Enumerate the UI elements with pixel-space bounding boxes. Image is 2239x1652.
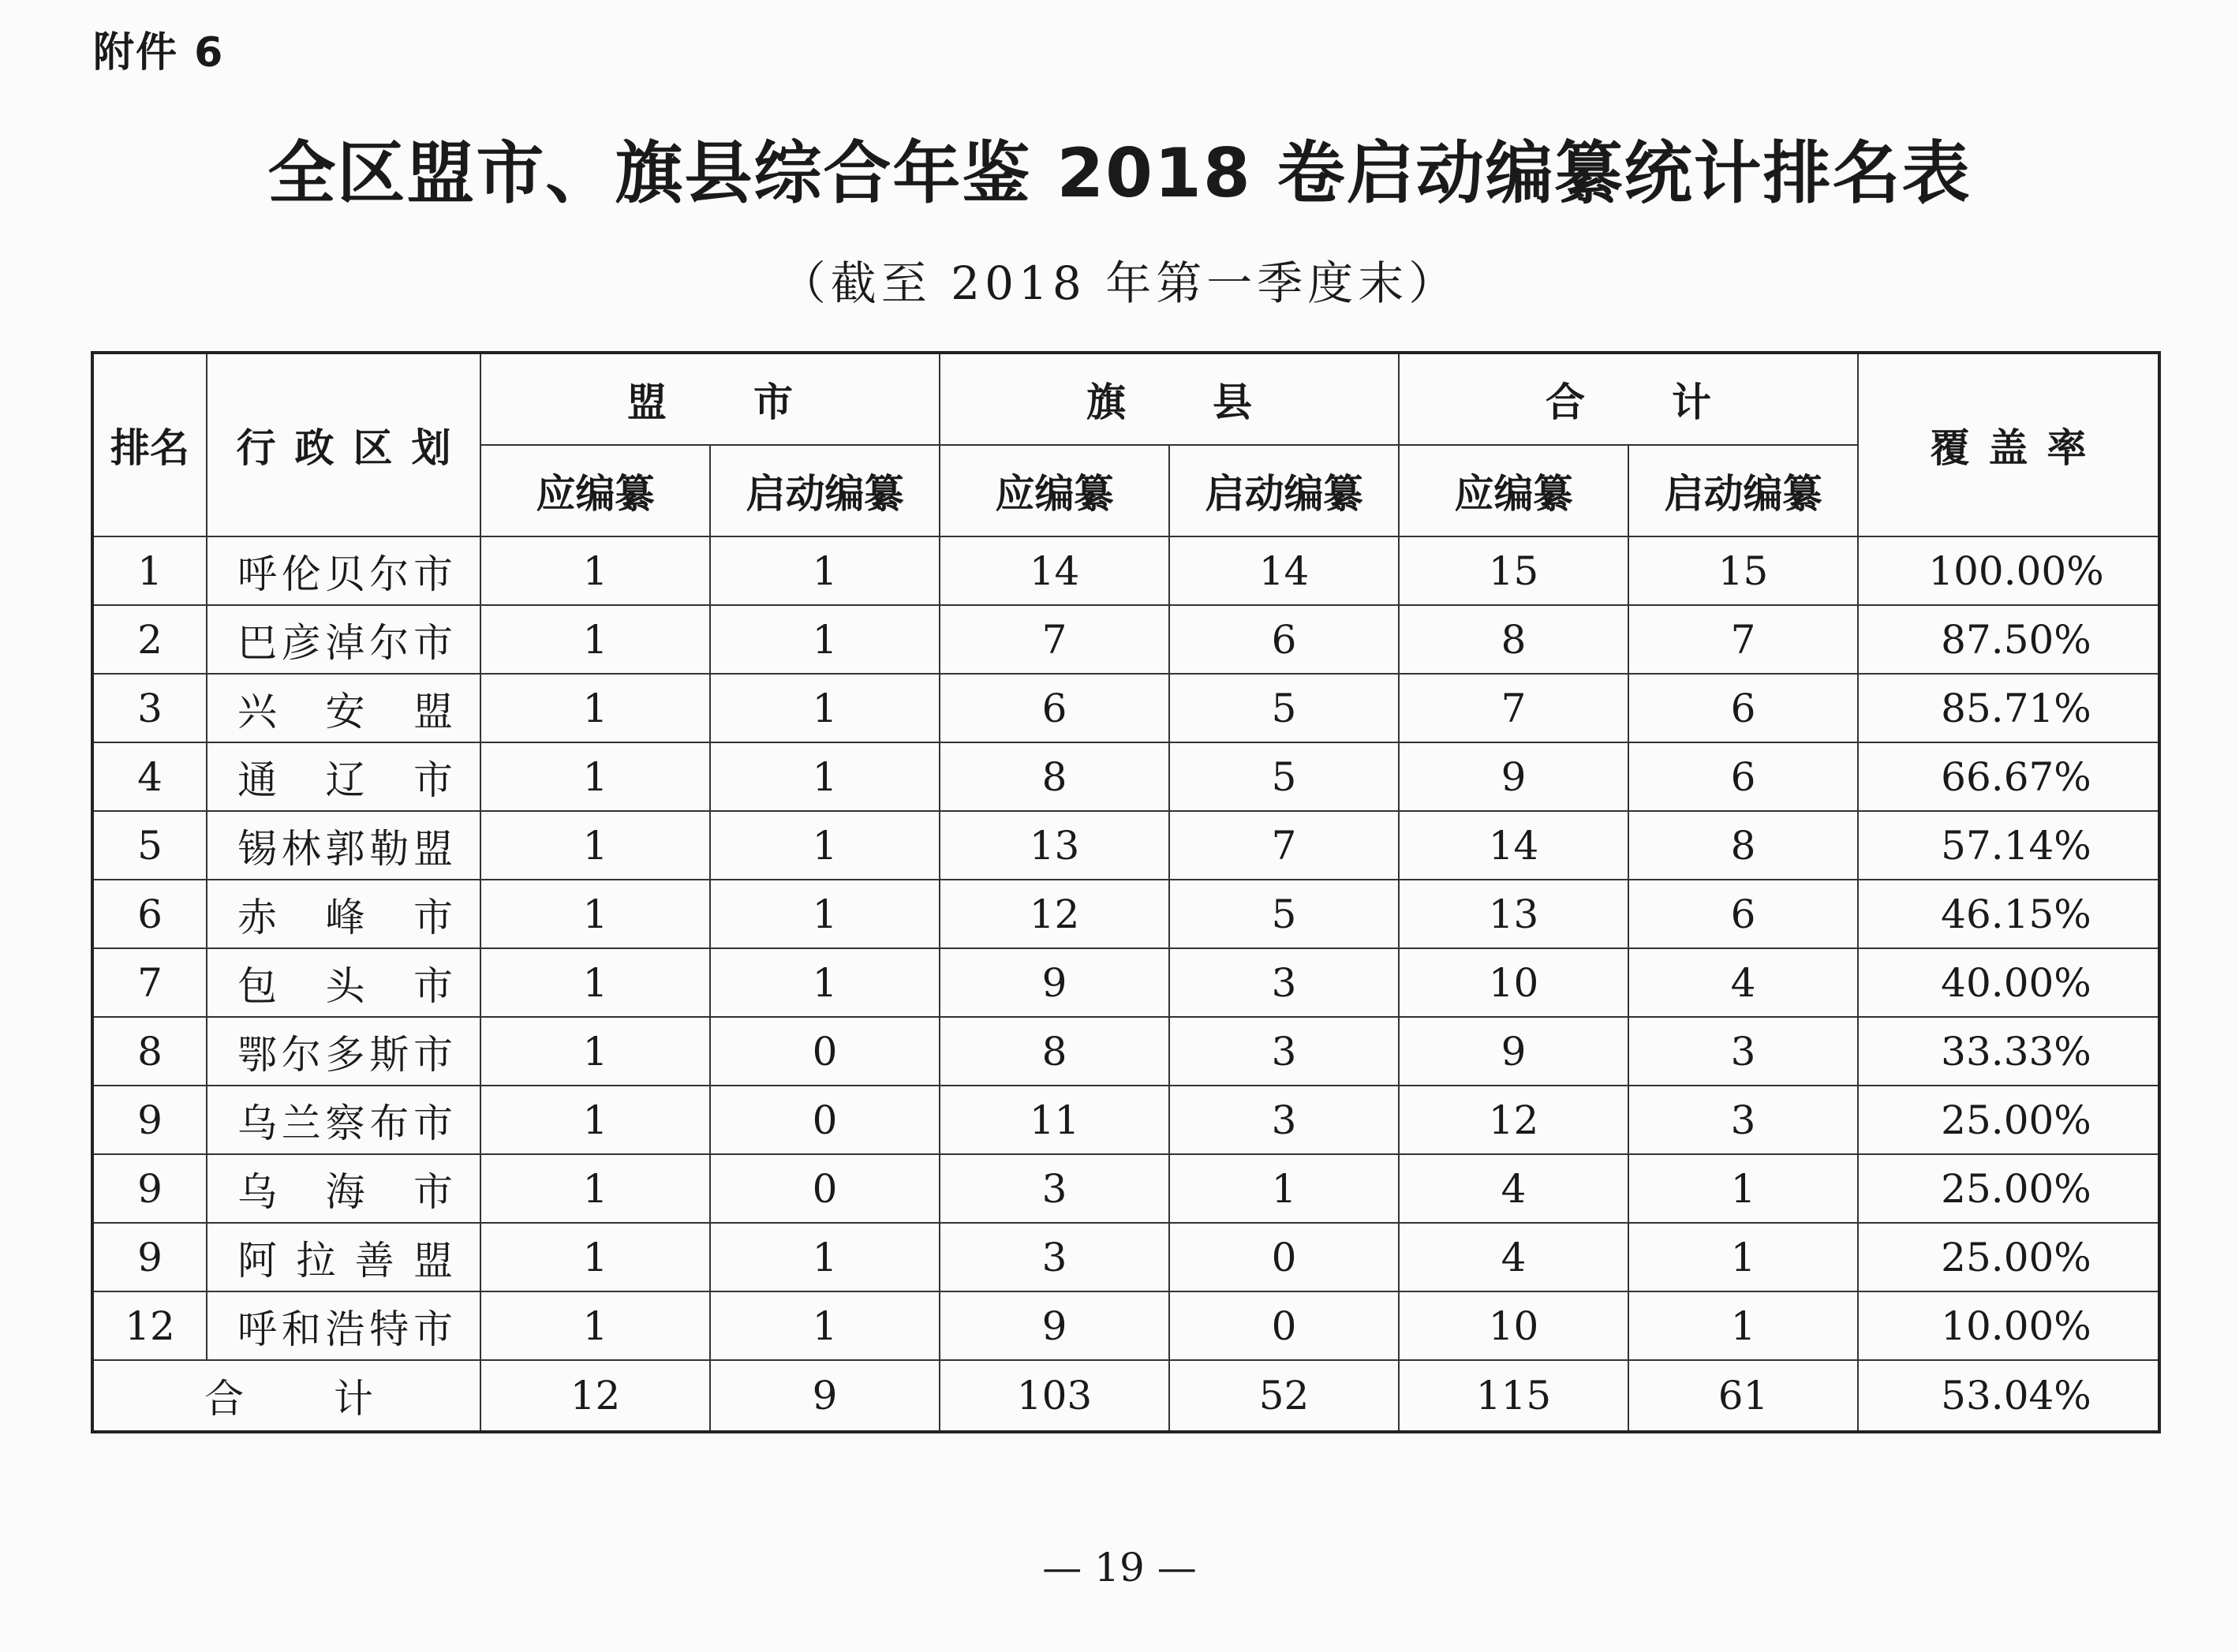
cell-lc-should: 1 <box>480 880 710 948</box>
total-bc-should: 103 <box>940 1360 1169 1432</box>
cell-region: 赤峰市 <box>207 880 480 948</box>
cell-lc-started: 1 <box>710 1223 940 1291</box>
cell-t-started: 1 <box>1628 1154 1858 1223</box>
table-row <box>92 1223 2159 1291</box>
cell-lc-started: 0 <box>710 1017 940 1086</box>
cell-bc-started: 1 <box>1169 1154 1399 1223</box>
header-group-league-city-label: 盟市 <box>627 379 880 425</box>
cell-rate: 57.14% <box>1858 811 2159 880</box>
cell-t-started: 6 <box>1628 742 1858 811</box>
cell-lc-started: 1 <box>710 811 940 880</box>
header-lc-started: 启动编纂 <box>710 445 940 536</box>
table-row <box>92 1291 2159 1360</box>
cell-lc-started: 1 <box>710 880 940 948</box>
cell-region: 兴安盟 <box>207 674 480 742</box>
cell-lc-should: 1 <box>480 1291 710 1360</box>
cell-rate: 25.00% <box>1858 1154 2159 1223</box>
cell-lc-started: 0 <box>710 1086 940 1154</box>
cell-region: 乌海市 <box>207 1154 480 1223</box>
cell-t-started: 3 <box>1628 1017 1858 1086</box>
table-row <box>92 1086 2159 1154</box>
cell-region: 阿拉善盟 <box>207 1223 480 1291</box>
attachment-label: 附件 6 <box>93 29 225 77</box>
header-region-label: 行政区划 <box>236 425 470 471</box>
cell-t-should: 15 <box>1399 536 1628 605</box>
cell-bc-started: 7 <box>1169 811 1399 880</box>
cell-region: 锡林郭勒盟 <box>207 811 480 880</box>
cell-lc-started: 1 <box>710 674 940 742</box>
cell-region: 包头市 <box>207 948 480 1017</box>
table-header <box>92 353 2159 536</box>
cell-bc-should: 12 <box>940 880 1169 948</box>
cell-t-started: 6 <box>1628 880 1858 948</box>
cell-t-should: 14 <box>1399 811 1628 880</box>
cell-lc-should: 1 <box>480 536 710 605</box>
cell-lc-should: 1 <box>480 742 710 811</box>
cell-rank: 9 <box>92 1086 207 1154</box>
table-row <box>92 674 2159 742</box>
cell-rate: 85.71% <box>1858 674 2159 742</box>
table-row <box>92 811 2159 880</box>
cell-bc-should: 9 <box>940 1291 1169 1360</box>
cell-bc-started: 0 <box>1169 1291 1399 1360</box>
cell-t-should: 10 <box>1399 948 1628 1017</box>
cell-t-started: 4 <box>1628 948 1858 1017</box>
page-title: 全区盟市、旗县综合年鉴 2018 卷启动编纂统计排名表 <box>267 134 1972 213</box>
cell-bc-started: 3 <box>1169 948 1399 1017</box>
cell-bc-started: 5 <box>1169 880 1399 948</box>
cell-lc-started: 1 <box>710 605 940 674</box>
table-row <box>92 1017 2159 1086</box>
header-group-banner-county-label: 旗县 <box>1086 379 1339 425</box>
table-row <box>92 1154 2159 1223</box>
header-group-league-city <box>480 353 940 445</box>
cell-rate: 40.00% <box>1858 948 2159 1017</box>
cell-lc-started: 0 <box>710 1154 940 1223</box>
cell-lc-should: 1 <box>480 948 710 1017</box>
cell-bc-should: 8 <box>940 1017 1169 1086</box>
cell-rate: 66.67% <box>1858 742 2159 811</box>
cell-t-started: 15 <box>1628 536 1858 605</box>
page-subtitle: （截至 2018 年第一季度末） <box>779 256 1460 310</box>
table-row <box>92 536 2159 605</box>
cell-t-should: 9 <box>1399 742 1628 811</box>
cell-rank: 9 <box>92 1223 207 1291</box>
cell-bc-started: 3 <box>1169 1086 1399 1154</box>
cell-region: 巴彦淖尔市 <box>207 605 480 674</box>
cell-rate: 25.00% <box>1858 1223 2159 1291</box>
cell-region: 通辽市 <box>207 742 480 811</box>
cell-bc-should: 6 <box>940 674 1169 742</box>
table-footer <box>92 1360 2159 1432</box>
cell-rank: 1 <box>92 536 207 605</box>
cell-rank: 2 <box>92 605 207 674</box>
cell-t-should: 7 <box>1399 674 1628 742</box>
cell-rate: 46.15% <box>1858 880 2159 948</box>
cell-lc-should: 1 <box>480 1017 710 1086</box>
table-row <box>92 605 2159 674</box>
page-number: — 19 — <box>1042 1545 1197 1590</box>
cell-t-started: 7 <box>1628 605 1858 674</box>
cell-t-started: 3 <box>1628 1086 1858 1154</box>
total-row <box>92 1360 2159 1432</box>
cell-lc-started: 1 <box>710 536 940 605</box>
cell-bc-should: 7 <box>940 605 1169 674</box>
cell-bc-should: 8 <box>940 742 1169 811</box>
cell-bc-should: 13 <box>940 811 1169 880</box>
header-t-should: 应编纂 <box>1399 445 1628 536</box>
cell-lc-should: 1 <box>480 811 710 880</box>
cell-bc-started: 14 <box>1169 536 1399 605</box>
ranking-table <box>91 351 2161 1433</box>
header-bc-started: 启动编纂 <box>1169 445 1399 536</box>
total-label: 合计 <box>92 1360 480 1432</box>
cell-bc-should: 11 <box>940 1086 1169 1154</box>
cell-lc-should: 1 <box>480 1086 710 1154</box>
cell-lc-started: 1 <box>710 948 940 1017</box>
cell-t-should: 13 <box>1399 880 1628 948</box>
cell-t-should: 9 <box>1399 1017 1628 1086</box>
header-bc-should: 应编纂 <box>940 445 1169 536</box>
header-coverage <box>1858 353 2159 536</box>
cell-lc-should: 1 <box>480 674 710 742</box>
cell-rank: 12 <box>92 1291 207 1360</box>
total-lc-started: 9 <box>710 1360 940 1432</box>
cell-bc-started: 5 <box>1169 674 1399 742</box>
header-group-banner-county <box>940 353 1399 445</box>
cell-bc-started: 5 <box>1169 742 1399 811</box>
cell-bc-started: 0 <box>1169 1223 1399 1291</box>
cell-lc-should: 1 <box>480 1154 710 1223</box>
header-group-total-label: 合计 <box>1546 379 1798 425</box>
cell-rate: 25.00% <box>1858 1086 2159 1154</box>
cell-t-should: 12 <box>1399 1086 1628 1154</box>
table-row <box>92 948 2159 1017</box>
total-t-started: 61 <box>1628 1360 1858 1432</box>
cell-lc-should: 1 <box>480 1223 710 1291</box>
cell-rank: 9 <box>92 1154 207 1223</box>
cell-rank: 6 <box>92 880 207 948</box>
cell-bc-started: 6 <box>1169 605 1399 674</box>
cell-t-should: 10 <box>1399 1291 1628 1360</box>
cell-rate: 87.50% <box>1858 605 2159 674</box>
cell-t-started: 1 <box>1628 1223 1858 1291</box>
header-lc-should: 应编纂 <box>480 445 710 536</box>
cell-rate: 100.00% <box>1858 536 2159 605</box>
cell-region: 呼伦贝尔市 <box>207 536 480 605</box>
header-t-started: 启动编纂 <box>1628 445 1858 536</box>
total-t-should: 115 <box>1399 1360 1628 1432</box>
cell-lc-should: 1 <box>480 605 710 674</box>
total-rate: 53.04% <box>1858 1360 2159 1432</box>
total-lc-should: 12 <box>480 1360 710 1432</box>
cell-bc-should: 3 <box>940 1223 1169 1291</box>
cell-bc-should: 3 <box>940 1154 1169 1223</box>
cell-region: 乌兰察布市 <box>207 1086 480 1154</box>
cell-rank: 8 <box>92 1017 207 1086</box>
table-row <box>92 880 2159 948</box>
cell-t-should: 4 <box>1399 1223 1628 1291</box>
cell-rank: 3 <box>92 674 207 742</box>
table-row <box>92 742 2159 811</box>
cell-bc-should: 14 <box>940 536 1169 605</box>
header-region <box>207 353 480 536</box>
cell-region: 呼和浩特市 <box>207 1291 480 1360</box>
cell-lc-started: 1 <box>710 1291 940 1360</box>
header-group-total <box>1399 353 1858 445</box>
header-coverage-label: 覆盖率 <box>1930 425 2106 471</box>
cell-rate: 33.33% <box>1858 1017 2159 1086</box>
cell-t-should: 8 <box>1399 605 1628 674</box>
cell-t-started: 6 <box>1628 674 1858 742</box>
cell-t-should: 4 <box>1399 1154 1628 1223</box>
total-bc-started: 52 <box>1169 1360 1399 1432</box>
cell-rate: 10.00% <box>1858 1291 2159 1360</box>
cell-t-started: 1 <box>1628 1291 1858 1360</box>
header-rank: 排名 <box>92 353 207 536</box>
cell-rank: 7 <box>92 948 207 1017</box>
cell-bc-should: 9 <box>940 948 1169 1017</box>
cell-lc-started: 1 <box>710 742 940 811</box>
cell-bc-started: 3 <box>1169 1017 1399 1086</box>
cell-region: 鄂尔多斯市 <box>207 1017 480 1086</box>
cell-t-started: 8 <box>1628 811 1858 880</box>
table-body <box>92 536 2159 1360</box>
cell-rank: 5 <box>92 811 207 880</box>
cell-rank: 4 <box>92 742 207 811</box>
